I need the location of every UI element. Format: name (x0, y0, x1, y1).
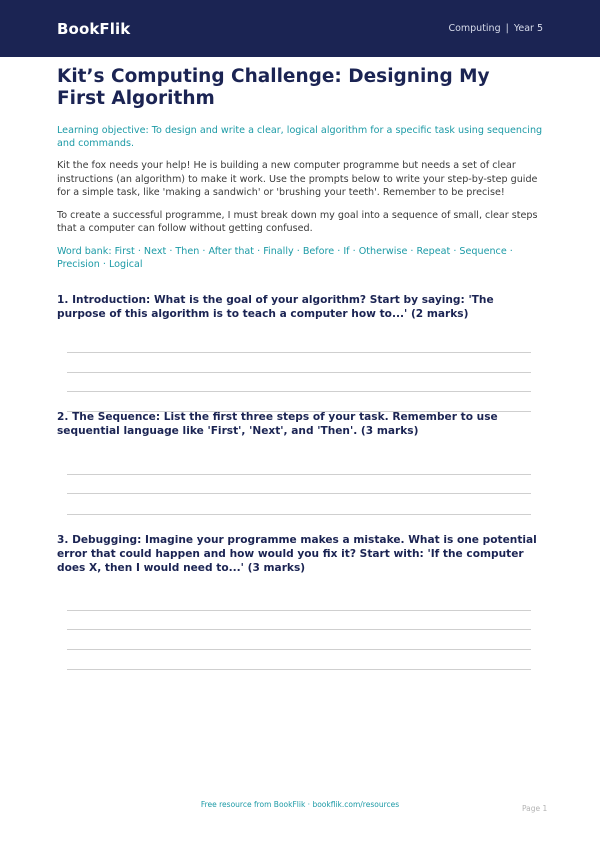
answer-line-q2-3[interactable] (67, 514, 531, 515)
answer-line-q1-2[interactable] (67, 372, 531, 373)
page-header (0, 0, 600, 57)
answer-line-q1-3[interactable] (67, 391, 531, 392)
year-label: Year 5 (513, 23, 543, 34)
question-3: 3. Debugging: Imagine your programme makes a mistake. What is one potential error that could happen and how would you fix it? Start with: 'If the computer does X, then I would need to...' (3 marks) (57, 534, 537, 574)
answer-line-q2-1[interactable] (67, 474, 531, 475)
worksheet-title: Kit’s Computing Challenge: Designing My First Algorithm (57, 66, 490, 109)
brand-logo: BookFlik (57, 19, 131, 38)
separator: | (505, 23, 509, 34)
answer-line-q3-1[interactable] (67, 610, 531, 611)
question-1: 1. Introduction: What is the goal of your algorithm? Start by saying: 'The purpose of this algorithm is to teach a computer how to...' (2 marks) (57, 293, 494, 320)
answer-line-q3-3[interactable] (67, 649, 531, 650)
learning-objective: Learning objective: To design and write a clear, logical algorithm for a specific task using sequencing and commands. (57, 125, 543, 149)
footer-text[interactable]: Free resource from BookFlik · bookflik.com/resources (200, 800, 400, 809)
answer-line-q2-2[interactable] (67, 493, 531, 494)
answer-line-q3-4[interactable] (67, 669, 531, 670)
answer-line-q3-2[interactable] (67, 629, 531, 630)
question-2: 2. The Sequence: List the first three steps of your task. Remember to use sequential language like 'First', 'Next', and 'Then'. (3 marks) (57, 411, 498, 437)
word-bank: Word bank: First · Next · Then · After that · Finally · Before · If · Otherwise · Repeat · Sequence · Precision · Logical (57, 245, 513, 270)
worksheet-body (57, 62, 543, 321)
intro-paragraph: Kit the fox needs your help! He is building a new computer programme but needs a set of clear instructions (an algorithm) to make it work. Use the prompts below to write your step-by-step guide for a simple task, like 'making a sandwich' or 'brushing your teeth'. Remember to be precise! (57, 160, 538, 198)
instruction-paragraph: To create a successful programme, I must break down my goal into a sequence of small, clear steps that a computer can follow without getting confused. (57, 209, 538, 234)
answer-line-q1-1[interactable] (67, 352, 531, 353)
page-number: Page 1 (522, 804, 548, 813)
subject-year-label (448, 23, 543, 34)
subject-label: Computing (448, 23, 501, 34)
